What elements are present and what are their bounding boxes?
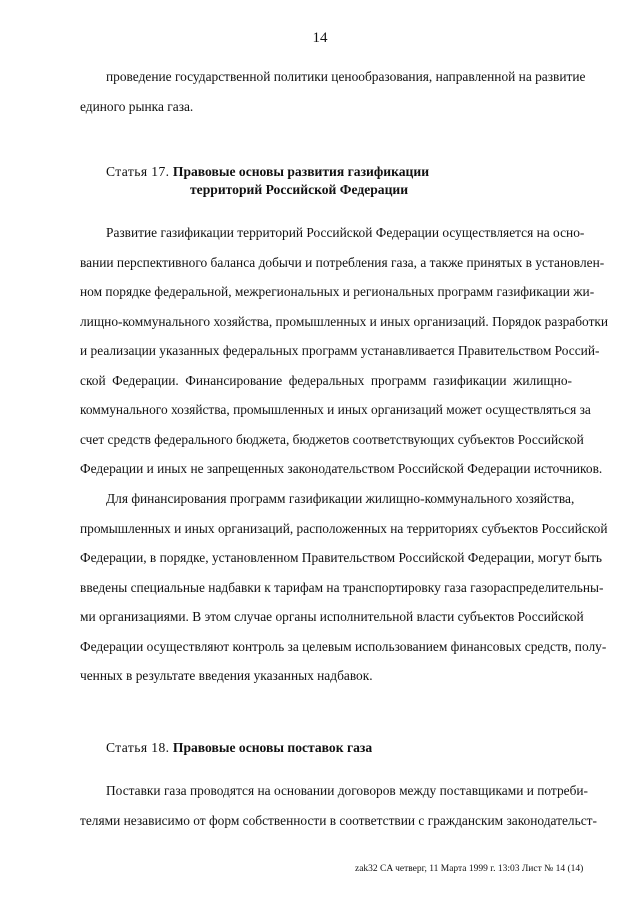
article-18-paragraph-1 — [80, 776, 597, 835]
intro-paragraph — [80, 62, 586, 121]
text-line: ном порядке федеральной, межрегиональных и региональных программ газификации жи- — [80, 284, 595, 299]
text-line: единого рынка газа. — [80, 98, 194, 114]
text-line: Федерации, в порядке, установленном Правительством Российской Федерации, могут быть — [80, 550, 603, 565]
article-17-title-line-2: территорий Российской Федерации — [190, 182, 409, 197]
article-17-heading — [106, 163, 429, 199]
article-17-paragraph-1 — [80, 218, 609, 484]
text-line: лищно-коммунального хозяйства, промышленных и иных организаций. Порядок разработки — [80, 313, 609, 329]
text-line: вании перспективного баланса добычи и потребления газа, а также принятых в установлен- — [80, 254, 605, 270]
article-17-paragraph-2 — [80, 484, 608, 691]
text-line: Федерации осуществляют контроль за целевым использованием финансовых средств, полу- — [80, 638, 607, 654]
text-line: Для финансирования программ газификации жилищно-коммунального хозяйства, — [106, 491, 575, 506]
text-line: телями независимо от форм собственности в соответствии с гражданским законодательст- — [80, 812, 597, 828]
text-line: ской Федерации. Финансирование федеральных программ газификации жилищно- — [80, 372, 572, 388]
article-18-number: Статья 18. — [106, 740, 170, 755]
text-line: счет средств федерального бюджета, бюджетов соответствующих субъектов Российской — [80, 431, 584, 447]
article-18-heading — [106, 739, 372, 757]
text-line: проведение государственной политики ценообразования, направленной на развитие — [106, 69, 586, 84]
text-line: Федерации и иных не запрещенных законодательством Российской Федерации источников. — [80, 461, 603, 476]
document-footer: zak32 CA четверг, 11 Марта 1999 г. 13:03 Лист № 14 (14) — [355, 864, 584, 874]
article-17-title-line-1: Правовые основы развития газификации — [172, 164, 430, 179]
text-line: введены специальные надбавки к тарифам на транспортировку газа газораспределительны- — [80, 579, 604, 595]
page-number: 14 — [312, 30, 328, 46]
text-line: промышленных и иных организаций, расположенных на территориях субъектов Российской — [80, 520, 608, 536]
article-17-number: Статья 17. — [106, 164, 170, 179]
text-line: ченных в результате введения указанных надбавок. — [80, 668, 373, 683]
article-18-title: Правовые основы поставок газа — [172, 740, 373, 755]
text-line: коммунального хозяйства, промышленных и иных организаций может осуществляться за — [80, 402, 591, 417]
text-line: ми организациями. В этом случае органы исполнительной власти субъектов Российской — [80, 609, 584, 624]
text-line: Поставки газа проводятся на основании договоров между поставщиками и потреби- — [106, 783, 589, 798]
text-line: и реализации указанных федеральных программ устанавливается Правительством Россий- — [80, 343, 600, 358]
text-line: Развитие газификации территорий Российской Федерации осуществляется на осно- — [106, 225, 585, 240]
